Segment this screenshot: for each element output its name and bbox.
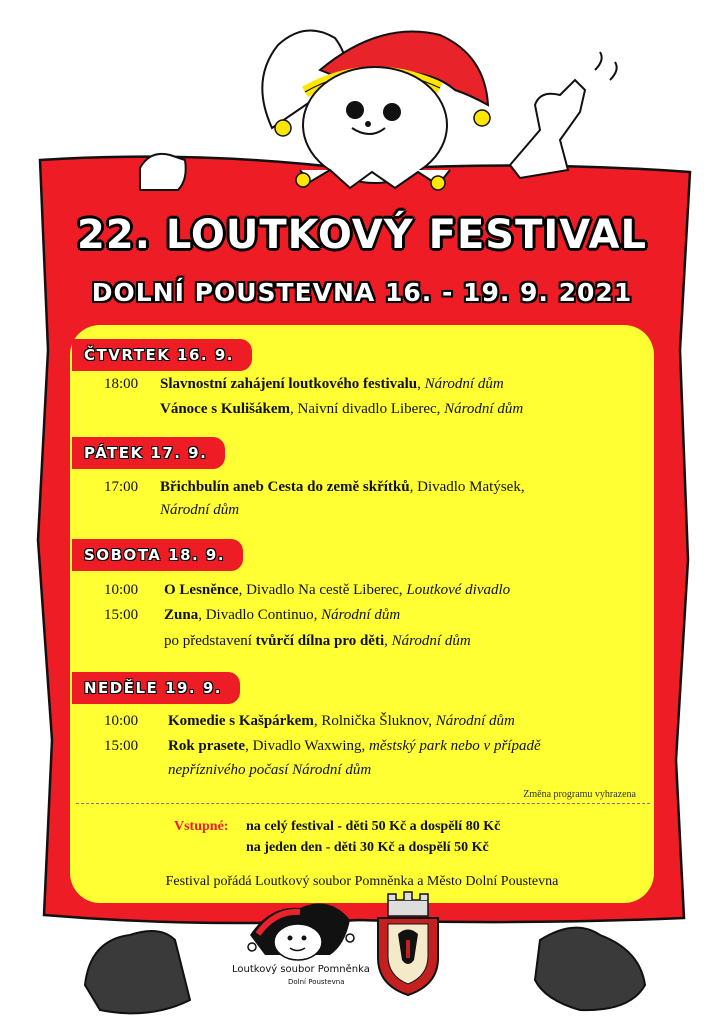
organizer-text: Festival pořádá Loutkový soubor Pomněnka a Město Dolní Poustevna [165, 874, 559, 889]
event-prefix: po představení [164, 633, 256, 649]
day-label-thursday: ČTVRTEK 16. 9. [72, 339, 252, 371]
event-line [160, 376, 504, 393]
event-line [164, 582, 510, 599]
event-title: Rok prasete [168, 738, 246, 754]
event-venue: městský park nebo v případě [369, 738, 541, 754]
divider [76, 803, 650, 804]
event-venue: Národní dům [435, 713, 515, 729]
day-label-friday: PÁTEK 17. 9. [72, 437, 225, 469]
event-time: 18:00 [104, 376, 139, 392]
day-label-sunday: NEDĚLE 19. 9. [72, 672, 240, 704]
event-separator: , Divadlo Continuo, [198, 607, 322, 623]
event-title: O Lesněnce [164, 582, 239, 598]
right-shoe [535, 928, 645, 1011]
logo-name: Loutkový soubor Pomněnka [232, 964, 370, 975]
event-venue: Loutkové divadlo [406, 582, 511, 598]
left-shoe [85, 931, 190, 1013]
event-venue: Národní dům [424, 376, 504, 392]
event-separator: , Rolnička Šluknov, [313, 713, 436, 729]
event-title: Vánoce s Kulišákem [160, 401, 291, 417]
event-separator: , Divadlo Matýsek, [409, 479, 525, 495]
event-venue: Národní dům [321, 607, 401, 623]
event-title: tvůrčí dílna pro děti [255, 633, 385, 649]
event-line [160, 479, 525, 496]
event-title: Slavnostní zahájení loutkového festivalu [160, 376, 418, 392]
event-separator: , [417, 376, 425, 392]
event-separator: , Divadlo Waxwing, [245, 738, 369, 754]
festival-title: 22. LOUTKOVÝ FESTIVAL [77, 212, 647, 258]
festival-subtitle: DOLNÍ POUSTEVNA 16. - 19. 9. 2021 [91, 278, 633, 307]
event-venue: Národní dům [444, 401, 524, 417]
admission-price-day: na jeden den - děti 30 Kč a dospělí 50 Kč [246, 840, 489, 855]
event-title: Zuna [164, 607, 199, 623]
event-separator: , [384, 633, 392, 649]
program-change-note: Změna programu vyhrazena [523, 789, 636, 800]
event-line [160, 401, 523, 418]
event-separator: , Naivní divadlo Liberec, [290, 401, 445, 417]
event-venue: Národní dům [391, 633, 471, 649]
event-line [168, 713, 515, 730]
event-title: Komedie s Kašpárkem [168, 713, 314, 729]
event-time: 10:00 [104, 713, 139, 729]
admission-price-full: na celý festival - děti 50 Kč a dospělí 80 Kč [246, 819, 501, 834]
event-venue-continued: nepříznivého počasí Národní dům [168, 762, 372, 778]
event-time: 10:00 [104, 582, 139, 598]
event-time: 15:00 [104, 607, 139, 623]
event-separator: , Divadlo Na cestě Liberec, [238, 582, 407, 598]
event-time: 15:00 [104, 738, 139, 754]
event-venue: Národní dům [160, 502, 240, 518]
event-line [168, 738, 541, 755]
event-line [164, 607, 400, 624]
event-time: 17:00 [104, 479, 139, 495]
event-title: Břichbulín aneb Cesta do země skřítků [160, 479, 410, 495]
admission-label: Vstupné: [174, 819, 229, 834]
logo-place: Dolní Poustevna [288, 978, 345, 986]
day-label-saturday: SOBOTA 18. 9. [72, 539, 243, 571]
event-line [164, 633, 471, 650]
